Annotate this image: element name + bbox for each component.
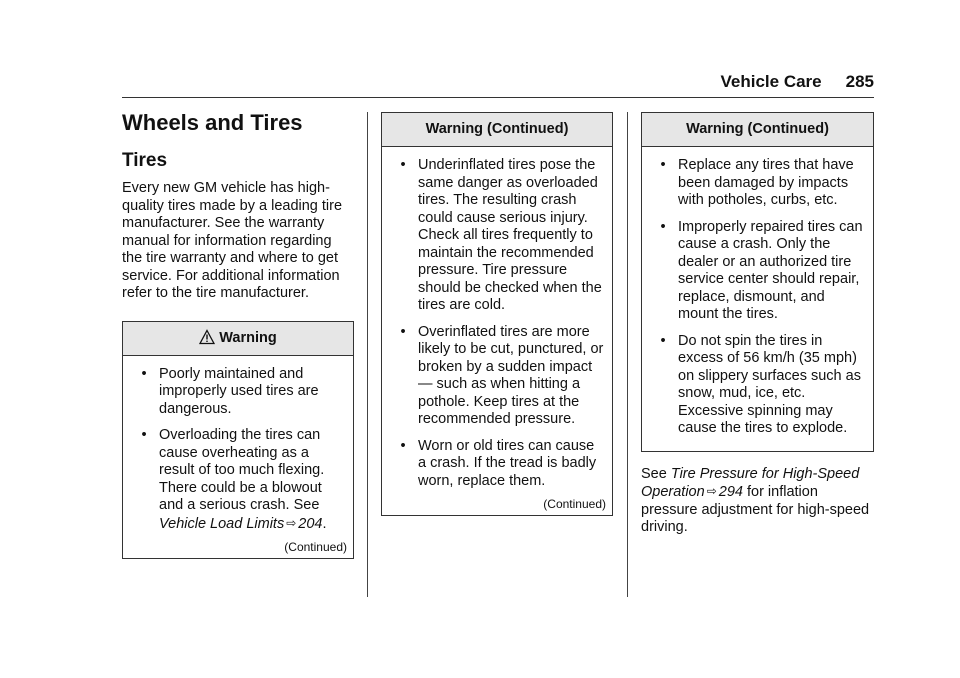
intro-paragraph: Every new GM vehicle has high-quality tires made by a leading tire manufacturer. See the warranty manual for information regarding the tire warranty and where to get service. For additional information refer to the tire manufacturer. [122,180,343,301]
warning-item [388,324,606,429]
see-also-paragraph [641,466,874,537]
column-divider [367,112,368,597]
bullet: • [660,218,666,235]
warning-item-text: Worn or old tires can cause a crash. If the tread is badly worn, replace them. [418,437,597,489]
warning-box [122,321,354,560]
bullet: • [660,157,666,173]
bullet: • [400,157,406,173]
section-heading: Wheels and Tires [122,110,303,135]
page-ref-arrow-icon: ⇨ [286,515,297,530]
warning-box-continued [641,112,874,452]
warning-item [648,333,867,438]
section-title: Vehicle Care [720,72,822,91]
warning-item [648,157,867,210]
bullet: • [400,323,406,340]
bullet: • [141,427,147,443]
bullet: • [141,365,147,382]
cross-reference-link[interactable]: Vehicle Load Limits [159,515,285,532]
see-prefix: See [641,465,671,482]
warning-item-text: Replace any tires that have been damaged by impacts with potholes, curbs, etc. [678,157,854,208]
warning-item [648,219,867,324]
warning-item-text: Poorly maintained and improperly used tires are dangerous. [159,365,319,417]
column-divider [627,112,628,597]
warning-header [123,322,353,356]
header-rule [122,97,874,98]
warning-triangle-icon [199,325,215,358]
warning-item-text: Do not spin the tires in excess of 56 km/h (35 mph) on slippery surfaces such as snow, mud, ice, etc. Excessive spinning may cause the tires to explode. [678,332,861,436]
page-reference[interactable]: 204 [298,515,323,532]
warning-header: Warning (Continued) [642,113,873,147]
warning-title: Warning [219,329,277,346]
page-number: 285 [845,72,874,91]
warning-item-text: Underinflated tires pose the same danger as overloaded tires. The resulting crash could cause serious injury. Check all tires frequently to maintain the recommended pressure. Tire pressure should be checked when the tires are cold. [418,157,602,313]
continued-label: (Continued) [284,540,347,554]
warning-item-text: Overloading the tires can cause overheating as a result of too much flexing. There could be a blowout and a serious crash. See Vehicle Load Limits ⇨ 204. [159,427,327,532]
warning-item-text: Overinflated tires are more likely to be cut, punctured, or broken by a sudden impact — such as when hitting a pothole. Keep tires at the recommended pressure. [418,323,604,427]
warning-item [129,366,347,419]
continued-label: (Continued) [543,497,606,511]
page-reference[interactable]: 294 [718,484,743,500]
warning-item [388,157,606,315]
see-suffix: for inflation pressure adjustment for high-speed driving. [641,484,870,535]
bullet: • [660,332,666,349]
warning-item-body: Overloading the tires can cause overheating as a result of too much flexing. There could be a blowout and a serious crash. See [159,427,325,513]
warning-item-text: Improperly repaired tires can cause a crash. Only the dealer or an authorized tire service center should repair, replace, dismount, and mount the tires. [678,218,863,322]
warning-header: Warning (Continued) [382,113,612,147]
page-ref-arrow-icon: ⇨ [706,484,717,498]
column-1 [122,110,354,559]
warning-item [388,438,606,491]
subsection-heading: Tires [122,150,168,171]
column-3 [641,112,874,537]
bullet: • [400,437,406,454]
cross-reference-link[interactable]: Tire Pressure for High-Speed Operation [641,465,860,500]
warning-box-continued [381,112,613,516]
running-header [721,72,875,92]
warning-item [129,427,347,533]
column-2 [381,112,613,516]
